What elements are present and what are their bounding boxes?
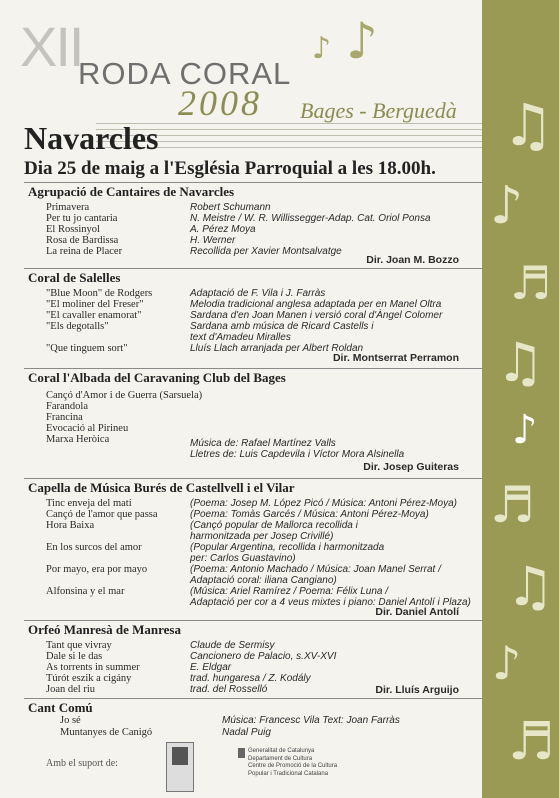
work-title: Francina [46, 412, 83, 423]
work-title: Evocació al Pirineu [46, 423, 129, 434]
federation-logo [166, 742, 194, 792]
choir-director: Dir. Josep Guiteras [363, 461, 459, 473]
section-divider [24, 478, 482, 479]
work-author: Cancionero de Palacio, s.XV-XVI [190, 651, 337, 662]
work-title: Cançó de l'amor que passa [46, 509, 158, 520]
choir-director: Dir. Lluís Arguijo [375, 684, 459, 696]
music-note-icon: ♬ [490, 476, 535, 534]
music-note-icon: ♪ [490, 176, 524, 236]
choir-name: Agrupació de Cantaires de Navarcles [28, 184, 235, 199]
work-author: (Poema: Josep M. López Picó / Música: Antoni Pérez-Moya) [190, 498, 457, 509]
work-title: Hora Baixa [46, 520, 95, 531]
work-author: per: Carlos Guastavino) [190, 553, 296, 564]
work-title: Cançó d'Amor i de Guerra (Sarsuela) [46, 390, 203, 401]
work-title: Muntanyes de Canigó [60, 727, 153, 738]
work-author: E. Eldgar [190, 662, 232, 673]
choir-name: Coral de Salelles [28, 270, 121, 285]
work-title: "Que tinguem sort" [46, 343, 128, 354]
work-title: La reina de Placer [46, 246, 123, 257]
work-title: "El cavaller enamorat" [46, 310, 142, 321]
music-note-icon: ♪ [512, 407, 538, 453]
choir-name: Capella de Música Burés de Castellvell i el Vilar [28, 480, 295, 495]
work-author: H. Werner [190, 235, 236, 246]
music-note-icon: ♪ [492, 636, 522, 690]
work-title: Primavera [46, 202, 90, 213]
work-author: trad. hungaresa / Z. Kodály [190, 673, 311, 684]
choir-name: Orfeó Manresà de Manresa [28, 622, 181, 637]
work-author: A. Pérez Moya [190, 224, 256, 235]
work-author: Sardana amb música de Ricard Castells i [190, 321, 374, 332]
section-divider [24, 182, 482, 183]
event-region: Bages - Berguedà [300, 98, 457, 123]
work-author: Nadal Puig [222, 727, 271, 738]
work-title: Tinc enveja del matí [46, 498, 132, 509]
work-title: Farandola [46, 401, 88, 412]
music-note-icon: ♬ [510, 256, 552, 310]
work-title: Alfonsina y el mar [46, 586, 125, 597]
event-title: RODA CORAL [78, 56, 292, 91]
work-title: El Rossinyol [46, 224, 100, 235]
work-title: Jo sé [60, 715, 81, 726]
work-credit: Lletres de: Luis Capdevila i Víctor Mora Alsinella [190, 449, 405, 460]
work-title: "El moliner del Freser" [46, 299, 144, 310]
music-note-icon: ♫ [506, 555, 555, 618]
concert-date: Dia 25 de maig a l'Església Parroquial a les 18.00h. [24, 158, 436, 179]
event-year: 2008 [178, 83, 262, 123]
work-credit: Música de: Rafael Martínez Valls [190, 438, 336, 449]
work-author: Sardana d'en Joan Manen i versió coral d'Àngel Colomer [190, 310, 443, 321]
work-title: En los surcos del amor [46, 542, 142, 553]
support-label: Amb el suport de: [46, 758, 118, 769]
section-divider [24, 368, 482, 369]
logo-line: Centre de Promoció de la Cultura [248, 763, 338, 769]
work-author: (Popular Argentina, recollida i harmonitzada [190, 542, 385, 553]
music-note-icon: ♫ [496, 331, 545, 394]
logo-line: Generalitat de Catalunya [248, 748, 315, 754]
work-title: Dale si le das [46, 651, 103, 662]
music-note-icon: ♫ [502, 91, 554, 159]
section-divider [24, 698, 482, 699]
music-note-icon: ♪ [346, 12, 378, 70]
work-title: Joan del riu [46, 684, 95, 695]
work-author: Adaptació coral: iliana Cangiano) [190, 575, 337, 586]
music-note-icon: ♬ [508, 712, 555, 772]
work-title: As torrents in summer [46, 662, 140, 673]
work-author: Recollida per Xavier Montsalvatge [190, 246, 342, 257]
choir-name: Cant Comú [28, 700, 93, 715]
music-note-icon: ♪ [312, 31, 332, 66]
work-title: Tant que vivray [46, 640, 112, 651]
work-author: trad. del Rosselló [190, 684, 268, 695]
work-author: (Poema: Antonio Machado / Música: Joan Manel Serrat / [190, 564, 441, 575]
work-title: Rosa de Bardissa [46, 235, 119, 246]
section-divider [24, 268, 482, 269]
logo-line: Popular i Tradicional Catalana [248, 770, 329, 777]
work-title: "Els degotalls" [46, 321, 109, 332]
work-title: Per tu jo cantaria [46, 213, 118, 224]
choir-director: Dir. Joan M. Bozzo [366, 254, 459, 266]
work-author: Adaptació de F. Vila i J. Farràs [190, 288, 326, 299]
work-author: Adaptació per cor a 4 veus mixtes i piano: Daniel Antolí i Plaza) [190, 597, 471, 608]
work-title: Túrót eszik a cigány [46, 673, 132, 684]
work-author: (Música: Ariel Ramírez / Poema: Félix Luna / [190, 586, 389, 597]
generalitat-mark-icon [238, 748, 245, 758]
town-name: Navarcles [24, 120, 159, 156]
choir-director: Dir. Montserrat Perramon [332, 352, 459, 364]
choir-director: Dir. Daniel Antolí [375, 606, 459, 618]
work-author: N. Meistre / W. R. Willissegger-Adap. Cat. Oriol Ponsa [190, 213, 431, 224]
work-author: Robert Schumann [190, 202, 271, 213]
work-author: Lluís Llach arranjada per Albert Roldan [190, 343, 364, 354]
work-title: Por mayo, era por mayo [46, 564, 148, 575]
work-author: (Cançó popular de Mallorca recollida i [190, 520, 358, 531]
edition-numeral: XII [20, 15, 83, 78]
work-title: "Blue Moon" de Rodgers [46, 288, 153, 299]
work-author: Claude de Sermisy [190, 640, 275, 651]
logo-line: Departament de Cultura [248, 755, 313, 762]
choir-name: Coral l'Albada del Caravaning Club del Bages [28, 370, 286, 385]
section-divider [24, 620, 482, 621]
work-author: Melodia tradicional anglesa adaptada per en Manel Oltra [190, 299, 442, 310]
work-author: text d'Amadeu Miralles [190, 332, 291, 343]
work-author: harmonitzada per Josep Crivillé) [190, 531, 334, 542]
generalitat-logo [248, 748, 337, 778]
work-title: Marxa Heròica [46, 434, 110, 445]
music-notes-sidebar [482, 0, 559, 798]
work-author: Música: Francesc Vila Text: Joan Farràs [222, 715, 400, 726]
work-author: (Poema: Tomàs Garcés / Música: Antoni Pérez-Moya) [190, 509, 429, 520]
